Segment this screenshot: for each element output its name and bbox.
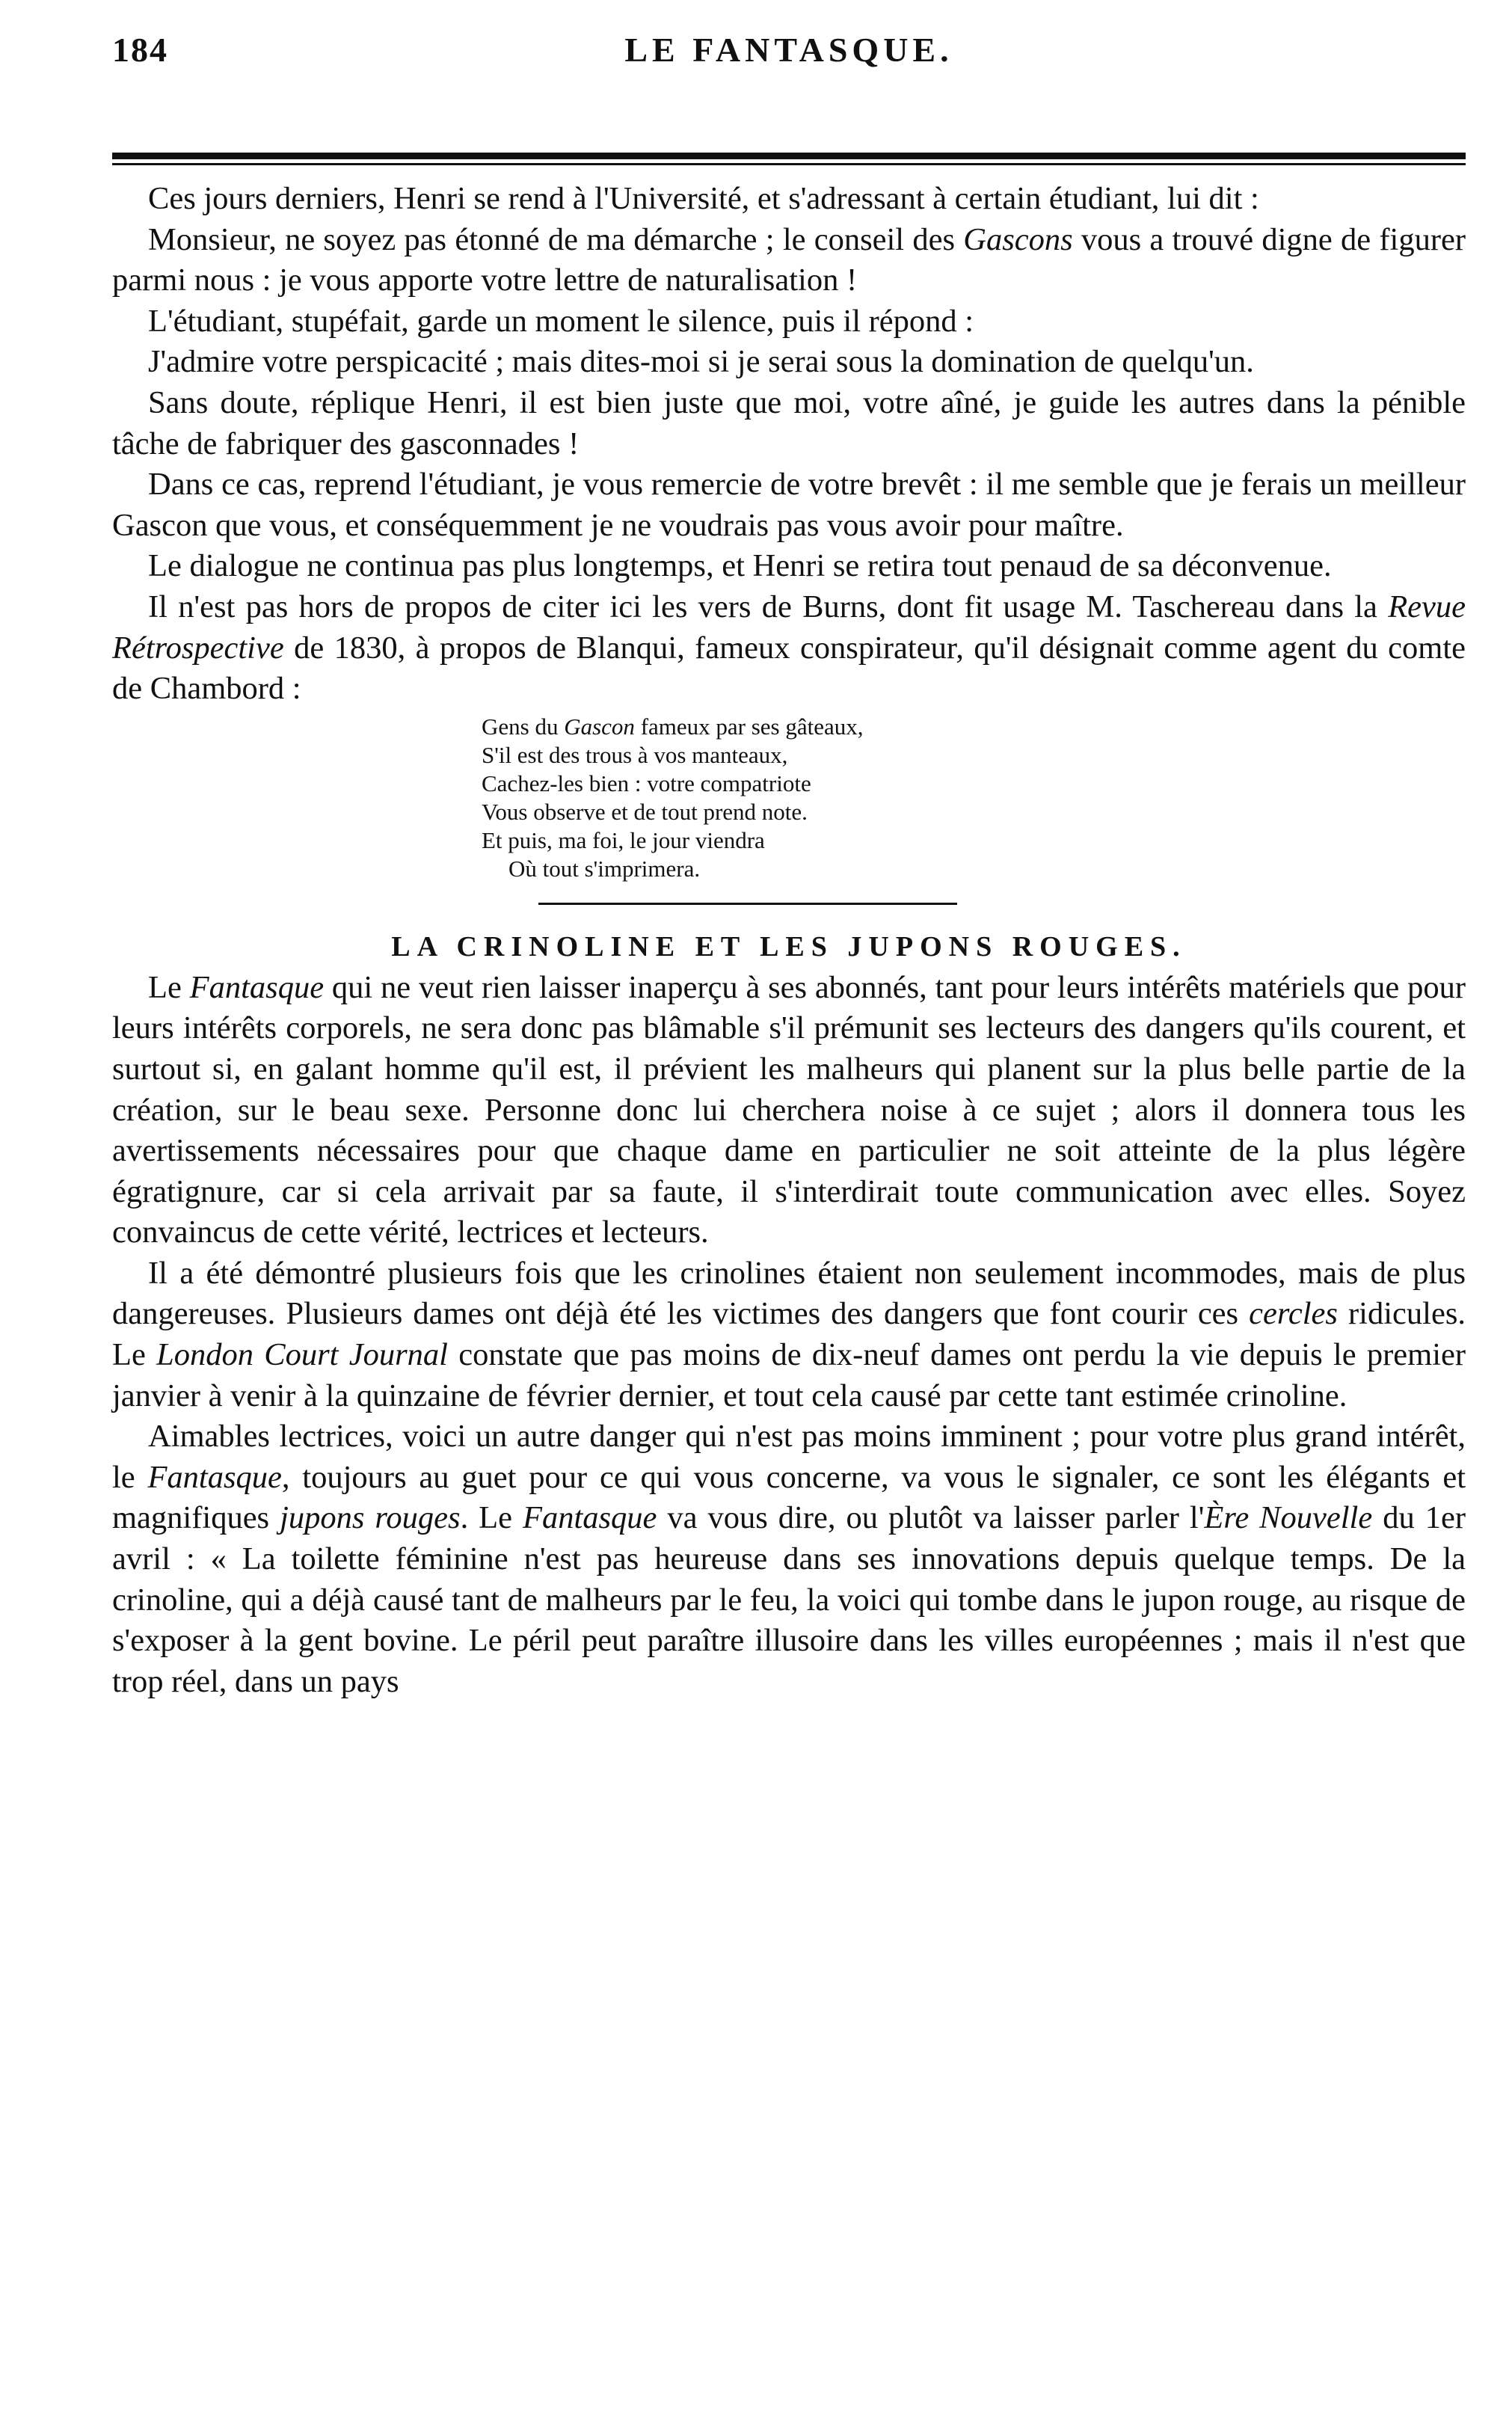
- text-run: Le: [148, 969, 190, 1005]
- text-run: Gens du: [482, 713, 565, 740]
- italic-text: Gascons: [963, 221, 1073, 257]
- text-run: constate que pas moins de dix-neuf dames ont perdu la vie depuis le premier janvier à venir à la quinzaine de février dernier, et tout cela causé par cette tant estimée crinoline.: [112, 1337, 1466, 1413]
- poem-line: [482, 855, 1466, 883]
- text-run: va vous dire, ou plutôt va laisser parler l': [657, 1500, 1205, 1536]
- paragraph: [112, 179, 1466, 220]
- text-run: Sans doute, réplique Henri, il est bien juste que moi, votre aîné, je guide les autres dans la pénible tâche de fabriquer des gasconnades !: [112, 384, 1466, 461]
- text-run: Il a été démontré plusieurs fois que les crinolines étaient non seulement incommodes, mais de plus dangereuses. Plusieurs dames ont déjà été les victimes des dangers que font courir ces: [112, 1255, 1466, 1332]
- text-run: ridicules. Le: [112, 1296, 1466, 1373]
- italic-text: Gascon: [564, 713, 635, 740]
- text-run: Il n'est pas hors de propos de citer ici les vers de Burns, dont fit usage M. Taschereau dans la: [148, 589, 1389, 624]
- text-run: Cachez-les bien : votre compatriote: [482, 770, 811, 796]
- article-crinoline-body: [112, 968, 1466, 1703]
- page-number: 184: [112, 31, 168, 69]
- text-run: qui ne veut rien laisser inaperçu à ses abonnés, tant pour leurs intérêts matériels que pour leurs intérêts corporels, ne sera donc pas blâmable s'il prémunit ses lecteurs des dangers qu'ils courent, et surtout si, en galant homme qu'il est, il prévient les malheurs qui planent sur la plus belle partie de la création, sur le beau sexe. Personne donc lui cherchera noise à ce sujet ; alors il donnera tous les avertissements nécessaires pour que chaque dame en particulier ne soit atteinte de la plus légère égratignure, car si cela arrivait par sa faute, il s'interdirait toute communication avec elles. Soyez convaincus de cette vérité, lectrices et lecteurs.: [112, 969, 1466, 1250]
- text-run: J'admire votre perspicacité ; mais dites-moi si je serai sous la domination de quelqu'un.: [148, 344, 1254, 380]
- text-run: , toujours au guet pour ce qui vous concerne, va vous le signaler, ce sont les élégants et magnifiques: [112, 1459, 1466, 1536]
- italic-text: cercles: [1249, 1296, 1338, 1332]
- text-run: Dans ce cas, reprend l'étudiant, je vous remercie de votre brevêt : il me semble que je ferais un meilleur Gascon que vous, et conséquemment je ne voudrais pas vous avoir pour maître.: [112, 467, 1466, 543]
- section-separator: [538, 903, 957, 905]
- paragraph: [112, 546, 1466, 587]
- header-rule-thick: [112, 153, 1466, 159]
- text-run: Ces jours derniers, Henri se rend à l'Université, et s'adressant à certain étudiant, lui dit :: [148, 181, 1259, 216]
- header-rule-thin: [112, 163, 1466, 165]
- text-run: L'étudiant, stupéfait, garde un moment le silence, puis il répond :: [148, 303, 974, 339]
- text-run: de 1830, à propos de Blanqui, fameux conspirateur, qu'il désignait comme agent du comte de Chambord :: [112, 630, 1466, 707]
- text-run: du 1er avril : « La toilette féminine n'est pas heureuse dans ses innovations depuis quelque temps. De la crinoline, qui a déjà causé tant de malheurs par le feu, la voici qui tombe dans le jupon rouge, au risque de s'exposer à la gent bovine. Le péril peut paraître illusoire dans les villes européennes ; mais il n'est que trop réel, dans un pays: [112, 1500, 1466, 1699]
- poem-line: [482, 770, 1466, 798]
- text-run: Le dialogue ne continua pas plus longtemps, et Henri se retira tout penaud de sa déconvenue.: [148, 548, 1332, 584]
- italic-text: Revue Rétrospective: [112, 589, 1466, 666]
- italic-text: Fantasque: [147, 1459, 282, 1495]
- paragraph: [112, 301, 1466, 343]
- page: [112, 30, 1466, 1702]
- text-run: S'il est des trous à vos manteaux,: [482, 741, 788, 768]
- text-run: Aimables lectrices, voici un autre danger qui n'est pas moins imminent ; pour votre plus grand intérêt, le: [112, 1419, 1466, 1495]
- paragraph: [112, 464, 1466, 546]
- paragraph: [112, 1416, 1466, 1702]
- text-run: . Le: [460, 1500, 523, 1536]
- italic-text: Ère Nouvelle: [1204, 1500, 1373, 1536]
- text-run: Et puis, ma foi, le jour viendra: [482, 826, 765, 853]
- text-run: Vous observe et de tout prend note.: [482, 798, 808, 825]
- poem-line: [482, 741, 1466, 770]
- poem-line: [482, 798, 1466, 826]
- article-henri-body: [112, 179, 1466, 710]
- poem-line: [482, 826, 1466, 855]
- italic-text: Fantasque: [189, 969, 325, 1005]
- paragraph: [112, 587, 1466, 710]
- paragraph: [112, 342, 1466, 383]
- text-run: Où tout s'imprimera.: [508, 855, 701, 882]
- italic-text: London Court Journal: [156, 1337, 448, 1373]
- burns-poem: [482, 713, 1466, 883]
- poem-line: [482, 713, 1466, 741]
- paragraph: [112, 220, 1466, 301]
- paragraph: [112, 383, 1466, 464]
- paragraph: [112, 968, 1466, 1253]
- paragraph: [112, 1253, 1466, 1416]
- running-title: LE FANTASQUE.: [624, 31, 953, 69]
- section-title: LA CRINOLINE ET LES JUPONS ROUGES.: [391, 930, 1187, 962]
- text-run: Monsieur, ne soyez pas étonné de ma démarche ; le conseil des: [148, 221, 964, 257]
- text-run: fameux par ses gâteaux,: [634, 713, 864, 740]
- italic-text: jupons rouges: [280, 1500, 461, 1536]
- page-header: [112, 30, 1466, 90]
- italic-text: Fantasque: [523, 1500, 657, 1536]
- text-run: vous a trouvé digne de figurer parmi nous : je vous apporte votre lettre de naturalisation !: [112, 221, 1466, 298]
